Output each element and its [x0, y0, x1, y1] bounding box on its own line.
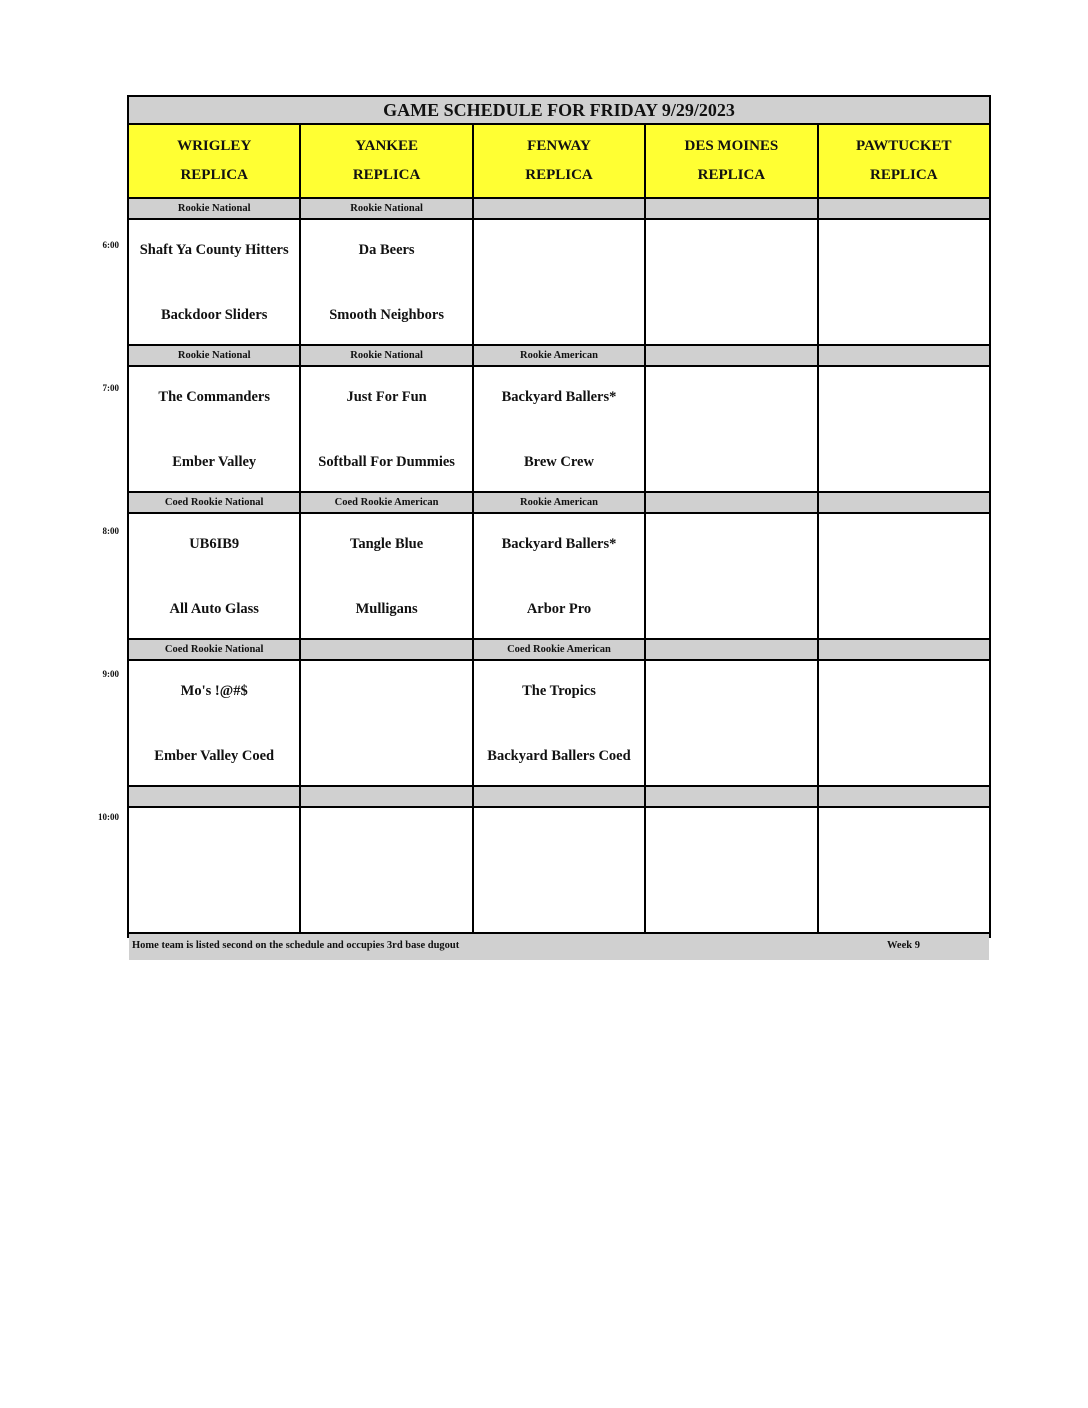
game-cell	[474, 808, 644, 932]
home-team: Mulligans	[355, 601, 418, 617]
time-label: 6:00	[102, 240, 119, 250]
division-label	[474, 199, 644, 218]
division-label	[819, 493, 989, 512]
game-cell	[646, 220, 816, 344]
home-team-note: Home team is listed second on the schedule and occupies 3rd base dugout	[132, 940, 460, 951]
schedule-footer	[129, 934, 989, 960]
home-team: Softball For Dummies	[318, 454, 455, 470]
division-label	[301, 787, 471, 806]
away-team: Da Beers	[358, 242, 415, 258]
away-team: Tangle Blue	[349, 536, 424, 552]
field-header	[474, 125, 644, 197]
home-team: Ember Valley	[172, 454, 257, 470]
away-team: Backyard Ballers*	[501, 536, 617, 552]
game-cell	[646, 661, 816, 785]
game-cell	[129, 661, 299, 785]
schedule-title: GAME SCHEDULE FOR FRIDAY 9/29/2023	[129, 97, 989, 123]
game-cell	[129, 220, 299, 344]
game-cell	[646, 514, 816, 638]
field-name: PAWTUCKET	[856, 138, 952, 154]
field-name: DES MOINES	[684, 138, 779, 154]
game-cell	[646, 808, 816, 932]
game-cell	[819, 220, 989, 344]
field-name: YANKEE	[355, 138, 418, 154]
division-label	[129, 787, 299, 806]
game-cell	[474, 514, 644, 638]
field-name: FENWAY	[527, 138, 591, 154]
division-label: Rookie American	[474, 346, 644, 365]
game-cell	[819, 661, 989, 785]
game-cell	[474, 220, 644, 344]
game-cell	[474, 367, 644, 491]
field-header	[819, 125, 989, 197]
away-team: UB6IB9	[189, 536, 240, 552]
division-label: Coed Rookie American	[474, 640, 644, 659]
field-header	[646, 125, 816, 197]
away-team: Backyard Ballers*	[501, 389, 617, 405]
field-header	[301, 125, 471, 197]
away-team: The Tropics	[522, 683, 596, 699]
home-team: Arbor Pro	[526, 601, 592, 617]
game-cell	[301, 661, 471, 785]
game-cell	[129, 367, 299, 491]
division-label	[819, 640, 989, 659]
game-cell	[474, 661, 644, 785]
division-label	[819, 346, 989, 365]
division-label	[646, 346, 816, 365]
division-label	[819, 199, 989, 218]
game-cell	[819, 367, 989, 491]
field-subtitle: REPLICA	[697, 167, 766, 183]
division-label: Rookie National	[301, 199, 471, 218]
game-cell	[819, 808, 989, 932]
division-label: Coed Rookie American	[301, 493, 471, 512]
game-cell	[129, 808, 299, 932]
division-label	[474, 787, 644, 806]
division-label: Rookie National	[129, 346, 299, 365]
away-team: Just For Fun	[346, 389, 427, 405]
schedule-table	[127, 95, 991, 951]
home-team: Backyard Ballers Coed	[487, 748, 631, 764]
home-team: Smooth Neighbors	[329, 307, 444, 323]
division-label	[819, 787, 989, 806]
game-cell	[301, 367, 471, 491]
away-team: Shaft Ya County Hitters	[139, 242, 289, 258]
game-cell	[129, 514, 299, 638]
game-cell	[301, 808, 471, 932]
field-subtitle: REPLICA	[870, 167, 938, 183]
division-label: Coed Rookie National	[129, 493, 299, 512]
time-label: 7:00	[102, 383, 119, 393]
division-label	[646, 787, 816, 806]
field-subtitle: REPLICA	[180, 167, 248, 183]
away-team: The Commanders	[158, 389, 270, 405]
game-cell	[819, 514, 989, 638]
field-name: WRIGLEY	[177, 138, 252, 154]
division-label	[301, 640, 471, 659]
division-label	[646, 199, 816, 218]
division-label: Rookie American	[474, 493, 644, 512]
field-subtitle: REPLICA	[352, 167, 421, 183]
time-label: 8:00	[102, 526, 119, 536]
division-label: Rookie National	[129, 199, 299, 218]
field-header	[129, 125, 299, 197]
game-cell	[301, 514, 471, 638]
home-team: All Auto Glass	[169, 601, 259, 617]
week-label: Week 9	[887, 940, 920, 951]
time-label: 9:00	[102, 669, 119, 679]
home-team: Brew Crew	[524, 454, 594, 470]
division-label: Coed Rookie National	[129, 640, 299, 659]
home-team: Ember Valley Coed	[154, 748, 275, 764]
field-subtitle: REPLICA	[525, 167, 593, 183]
division-label: Rookie National	[301, 346, 471, 365]
division-label	[646, 640, 816, 659]
home-team: Backdoor Sliders	[160, 307, 268, 323]
away-team: Mo's !@#$	[180, 683, 248, 699]
game-cell	[301, 220, 471, 344]
game-cell	[646, 367, 816, 491]
division-label	[646, 493, 816, 512]
time-label: 10:00	[98, 812, 119, 822]
